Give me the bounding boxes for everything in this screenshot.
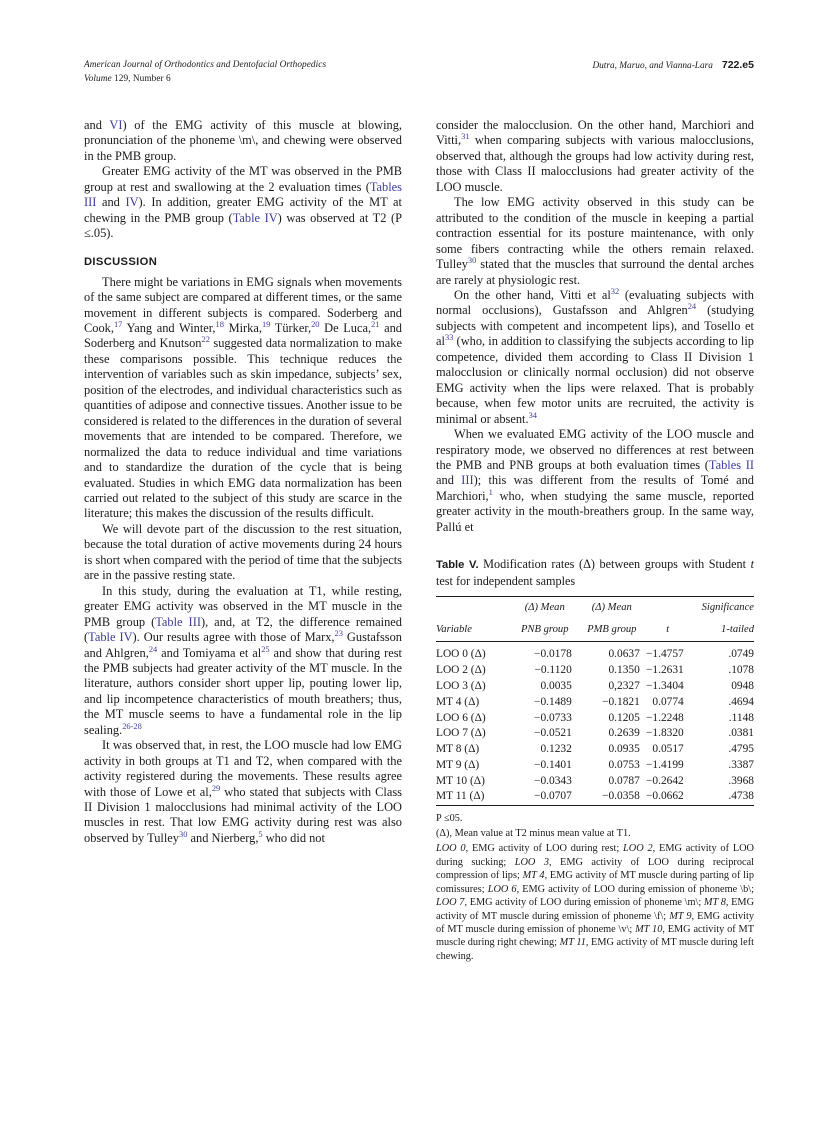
column-right: [436, 118, 754, 965]
table-cell-sig: .1148: [728, 711, 754, 724]
section-heading-discussion: DISCUSSION: [84, 255, 158, 268]
table-row: [436, 678, 754, 694]
table-cell-variable: MT 4 (Δ): [436, 695, 480, 708]
header-variable: Variable: [436, 624, 472, 636]
table-cell-pnb: −0.0707: [534, 790, 572, 803]
header-variable-blank: [436, 597, 512, 620]
table-cell-t: −1.8320: [646, 727, 684, 740]
table-cell-sig: .4738: [728, 790, 754, 803]
table-cell-sig: .3968: [728, 774, 754, 787]
table-row: [436, 642, 754, 663]
footnote-definition: , EMG activity of MT muscle during emission of phoneme \f\;: [436, 897, 755, 922]
footnote-term: MT 8: [703, 897, 726, 909]
table-cell-t: 0.0774: [652, 695, 684, 708]
header-pmb-line2: PMB group: [587, 624, 637, 636]
footnote-abbreviation-definitions: [436, 842, 754, 963]
footnote-term: LOO 6: [487, 883, 517, 895]
citation-ref[interactable]: 32: [610, 285, 620, 296]
table-cell-sig: 0948: [731, 680, 754, 693]
table-row: [436, 726, 754, 742]
citation-ref[interactable]: 18: [215, 318, 224, 329]
table-v: [436, 596, 754, 805]
citation-ref[interactable]: 24: [687, 301, 697, 312]
citation-ref[interactable]: 23: [334, 627, 343, 638]
table-cell-pmb: 0.0935: [608, 743, 640, 756]
table-cell-pmb: 0.0787: [608, 774, 640, 787]
table-row: [436, 694, 754, 710]
table-cell-t: 0.0517: [652, 743, 684, 756]
citation-ref[interactable]: 19: [261, 318, 271, 329]
citation-ref[interactable]: 24: [148, 643, 158, 654]
table-cell-variable: LOO 0 (Δ): [436, 642, 512, 663]
table-row: [436, 710, 754, 726]
paragraph: consider the malocclusion. On the other hand, Marchiori and Vitti,$^{31}$ when comparing subjects with various malocclusions, observed that, although the groups had low activity during rest, those with Class II malocclusions had greater activity of the LOO muscle.: [436, 118, 754, 194]
citation-ref[interactable]: 22: [201, 334, 210, 345]
table-bottom-rule: [436, 805, 754, 806]
header-t-blank: [646, 597, 690, 620]
footnote-p-value: P ≤05.: [436, 812, 463, 824]
table-cell-pnb: −0.0178: [512, 642, 578, 663]
table-cell-sig: .4795: [728, 743, 754, 756]
table-cell-t: −1.4199: [646, 758, 684, 771]
table-cell-pmb: 0.0753: [608, 758, 640, 771]
footnote-definition: , EMG activity of LOO during rest;: [465, 843, 624, 855]
table-row: [436, 773, 754, 789]
volume-issue: Volume 129, Number 6: [84, 74, 171, 84]
citation-ref[interactable]: 20: [311, 318, 320, 329]
footnote-term: LOO 3: [514, 856, 549, 868]
header-significance-line2: 1-tailed: [721, 624, 754, 636]
table-cell-pnb: −0.0521: [534, 727, 572, 740]
table-row: [436, 663, 754, 679]
table-link[interactable]: IV: [125, 195, 139, 210]
table-link[interactable]: VI: [109, 118, 123, 132]
footnote-definition: , EMG activity of MT muscle during right chewing;: [436, 923, 754, 949]
table-row: [436, 742, 754, 758]
header-pnb-line1: (Δ) Mean: [512, 597, 578, 620]
footnote-term: MT 10: [635, 923, 663, 935]
table-link[interactable]: Table IV: [88, 630, 133, 645]
table-cell-variable: MT 10 (Δ): [436, 774, 485, 787]
author-list: Dutra, Maruo, and Vianna-Lara: [592, 61, 713, 71]
table-cell-pmb: 0.0637: [578, 642, 646, 663]
table-label: Table V.: [436, 559, 479, 572]
table-cell-variable: LOO 7 (Δ): [436, 727, 486, 740]
table-head: [436, 597, 754, 642]
footnote-term: LOO 7: [436, 897, 465, 909]
paragraph: and VI) of the EMG activity of this muscle at blowing, pronunciation of the phoneme \m\, and chewing were observed in the PMB group.: [84, 118, 402, 163]
table-cell-pmb: −0.1821: [602, 695, 640, 708]
column-left: [84, 118, 402, 846]
table-cell-variable: LOO 2 (Δ): [436, 664, 486, 677]
table-cell-sig: .0749: [690, 642, 754, 663]
paragraph: In this study, during the evaluation at T1, while resting, greater EMG activity was observed in the MT muscle in the PMB group (Table III), and, at T2, the difference remained (Table IV). Our results agree with those of Marx,$^{23}$ Gustafsson and Ahlgren,$^{24}$ and Tomiyama et al$^{25}$ and show that during rest the PMB subjects had greater activity of the MT muscle. In the literature, authors consider short upper lip, pouting lower lip, and lip incompetence characteristics of mouth breathers; thus, the MT muscle seems to have a fundamental role in the lip sealing.$^{26-28}$: [84, 583, 403, 737]
table-cell-pmb: 0.1350: [608, 664, 640, 677]
footnote-term: MT 9: [669, 910, 692, 922]
table-cell-variable: MT 8 (Δ): [436, 743, 480, 756]
header-t: t: [666, 624, 670, 636]
page-number: 722.e5: [721, 59, 754, 71]
table-cell-pnb: −0.1401: [534, 758, 572, 771]
table-cell-pnb: 0.1232: [540, 743, 572, 756]
citation-ref[interactable]: 30: [467, 254, 477, 265]
table-link[interactable]: Table IV: [232, 210, 278, 225]
table-caption: Table V. Modification rates (Δ) between groups with Student t test for independent samples: [436, 557, 754, 588]
citation-ref[interactable]: 30: [179, 828, 188, 839]
table-cell-variable: LOO 6 (Δ): [436, 711, 486, 724]
table-row: [436, 789, 754, 805]
table-header-row-1: [436, 597, 754, 620]
table-cell-variable: MT 11 (Δ): [436, 790, 485, 803]
paragraph: Greater EMG activity of the MT was observed in the PMB group at rest and swallowing at the 2 evaluation times (Tables III and IV). In addition, greater EMG activity of the MT at chewing in the PMB group (Table IV) was observed at T2 (P ≤.05).: [84, 164, 402, 241]
paragraph: The low EMG activity observed in this study can be attributed to the condition of the muscle in keeping a partial contraction essential for its posture maintenance, with only some fibers contracting while the others remain relaxed. Tulley$^{30}$ stated that the muscles that surround the dental arches are rarely at physiologic rest.: [436, 195, 754, 287]
table-link[interactable]: Table III: [155, 614, 201, 629]
table-cell-variable: LOO 3 (Δ): [436, 680, 486, 693]
paragraph: When we evaluated EMG activity of the LOO muscle and respiratory mode, we observed no differences at rest between the PMB and PNB groups at both evaluation times (Tables II and III); this was different from the results of Tomé and Marchiori,$^1$ who, when studying the same muscle, reported greater activity in the mouth-breathers group. In the same way, Pallú et: [436, 427, 754, 534]
table-cell-sig: .0381: [728, 727, 754, 740]
footnote-term: MT 4: [522, 870, 545, 882]
citation-ref[interactable]: 34: [528, 409, 537, 420]
table-cell-pmb: −0.0358: [602, 790, 640, 803]
journal-title: American Journal of Orthodontics and Dentofacial Orthopedics: [84, 60, 327, 70]
footnote-definition: , EMG activity of LOO during emission of phoneme \m\;: [464, 897, 704, 909]
table-cell-variable: MT 9 (Δ): [436, 758, 480, 771]
citation-ref[interactable]: 25: [261, 643, 270, 654]
table-cell-pnb: 0.0035: [540, 680, 572, 693]
table-v-block: [436, 557, 754, 963]
paragraph: On the other hand, Vitti et al$^{32}$ (evaluating subjects with normal occlusions), Gustafsson and Ahlgren$^{24}$ (studying subjects with competent and incompetent lips), and Tosello et al$^{33}$ (who, in addition to classifying the subjects according to lip competence, divided them according to Class II Division 1 malocclusion or clinically normal occlusion) did not observe EMG activity when the lips were relaxed. That is probably because, when few motor units are recruited, the activity is minimal or absent.$^{34}$: [436, 285, 754, 426]
table-cell-pnb: −0.1489: [534, 695, 572, 708]
citation-ref[interactable]: 1: [488, 486, 493, 497]
table-cell-pmb: 0,2327: [608, 680, 640, 693]
footnote-delta: (Δ), Mean value at T2 minus mean value at T1.: [436, 828, 631, 840]
table-cell-pmb: 0.1205: [608, 711, 640, 724]
paragraph: There might be variations in EMG signals when movements of the same subject are compared at different times, or the same movement in different subjects is compared. Soderberg and Cook,$^{17}$ Yang and Winter,$^{18}$ Mirka,$^{19}$ Türker,$^{20}$ De Luca,$^{21}$ and Soderberg and Knutson$^{22}$ suggested data normalization to make these comparisons possible. This technique reduces the intervention of variables such as skin impedance, subjects’ sex, position of the electrodes, and individual characteristics such as quantities of adipose and connective tissues. Another issue to be considered is related to the differences in the duration of several movements that are intended to be compared. Therefore, we normalized the data to reduce individual and time variations and to standardize the duration of the cycle that is being evaluated. Studies in which EMG data normalization has been carried out related to the subject of this study are scarce in the literature; this makes the discussion of the results difficult.: [84, 274, 402, 521]
citation-ref[interactable]: 26-28: [122, 720, 142, 731]
caption-italic-t: t: [750, 557, 754, 572]
table-cell-t: −1.4757: [646, 642, 690, 663]
paragraph: It was observed that, in rest, the LOO muscle had low EMG activity in both groups at T1 and T2, when compared with the activity registered during the movements. These results agree with those of Lowe et al,$^{29}$ who stated that subjects with Class II Division 1 malocclusions had minimal activity of the LOO muscles in rest. That low EMG activity during rest was also observed by Tulley$^{30}$ and Nierberg,$^5$ who did not: [84, 738, 402, 845]
footnote-term: LOO 0: [436, 843, 466, 855]
running-head-authors-page: [592, 58, 754, 73]
table-cell-t: −1.2248: [646, 711, 684, 724]
footnote-term: LOO 2: [623, 843, 653, 855]
table-cell-pmb: 0.2639: [608, 727, 640, 740]
running-head: [84, 58, 754, 86]
footnote-definition: , EMG activity of LOO during sucking;: [436, 843, 754, 868]
running-head-journal: [84, 58, 326, 86]
paragraph: We will devote part of the discussion to the rest situation, because the total duration of active movements during 24 hours is short when compared with the period of time that the subjects are in the passive resting state.: [84, 521, 402, 583]
citation-ref[interactable]: 5: [258, 828, 263, 839]
table-cell-sig: .4694: [728, 695, 754, 708]
table-link[interactable]: Tables II: [708, 457, 754, 472]
footnote-definition: , EMG activity of LOO during emission of phoneme \b\;: [516, 883, 754, 895]
table-cell-sig: .3387: [728, 758, 754, 771]
citation-ref[interactable]: 31: [461, 131, 470, 142]
table-cell-pnb: −0.0733: [534, 711, 572, 724]
table-cell-t: −0.0662: [646, 790, 684, 803]
table-cell-t: −0.2642: [646, 774, 684, 787]
citation-ref[interactable]: 21: [371, 318, 380, 329]
footnote-term: MT 11: [559, 937, 586, 949]
table-header-row-2: [436, 619, 754, 642]
citation-ref[interactable]: 33: [444, 332, 454, 343]
citation-ref[interactable]: 29: [211, 782, 221, 793]
header-significance-line1: Significance: [690, 597, 754, 620]
table-cell-pnb: −0.1120: [534, 664, 572, 677]
header-pmb-line1: (Δ) Mean: [578, 597, 646, 620]
table-footnotes: [436, 812, 754, 963]
footnote-definition: , EMG activity of MT muscle during left chewing.: [436, 937, 754, 962]
table-link[interactable]: Tables III: [84, 179, 402, 210]
footnote-definition: , EMG activity of MT muscle during emission of phoneme \v\;: [436, 910, 754, 935]
footnote-definition: , EMG activity of MT muscle during parting of lip comissures;: [436, 870, 754, 895]
table-body: [436, 642, 754, 805]
table-link[interactable]: III: [461, 473, 474, 488]
table-cell-t: −1.2631: [646, 664, 684, 677]
header-pnb-line2: PNB group: [520, 624, 569, 636]
table-cell-pnb: −0.0343: [534, 774, 572, 787]
table-cell-t: −1.3404: [646, 680, 684, 693]
table-cell-sig: .1078: [728, 664, 754, 677]
footnote-definition: , EMG activity of LOO during reciprocal compression of lips;: [436, 856, 754, 882]
citation-ref[interactable]: 17: [113, 318, 123, 329]
table-row: [436, 757, 754, 773]
